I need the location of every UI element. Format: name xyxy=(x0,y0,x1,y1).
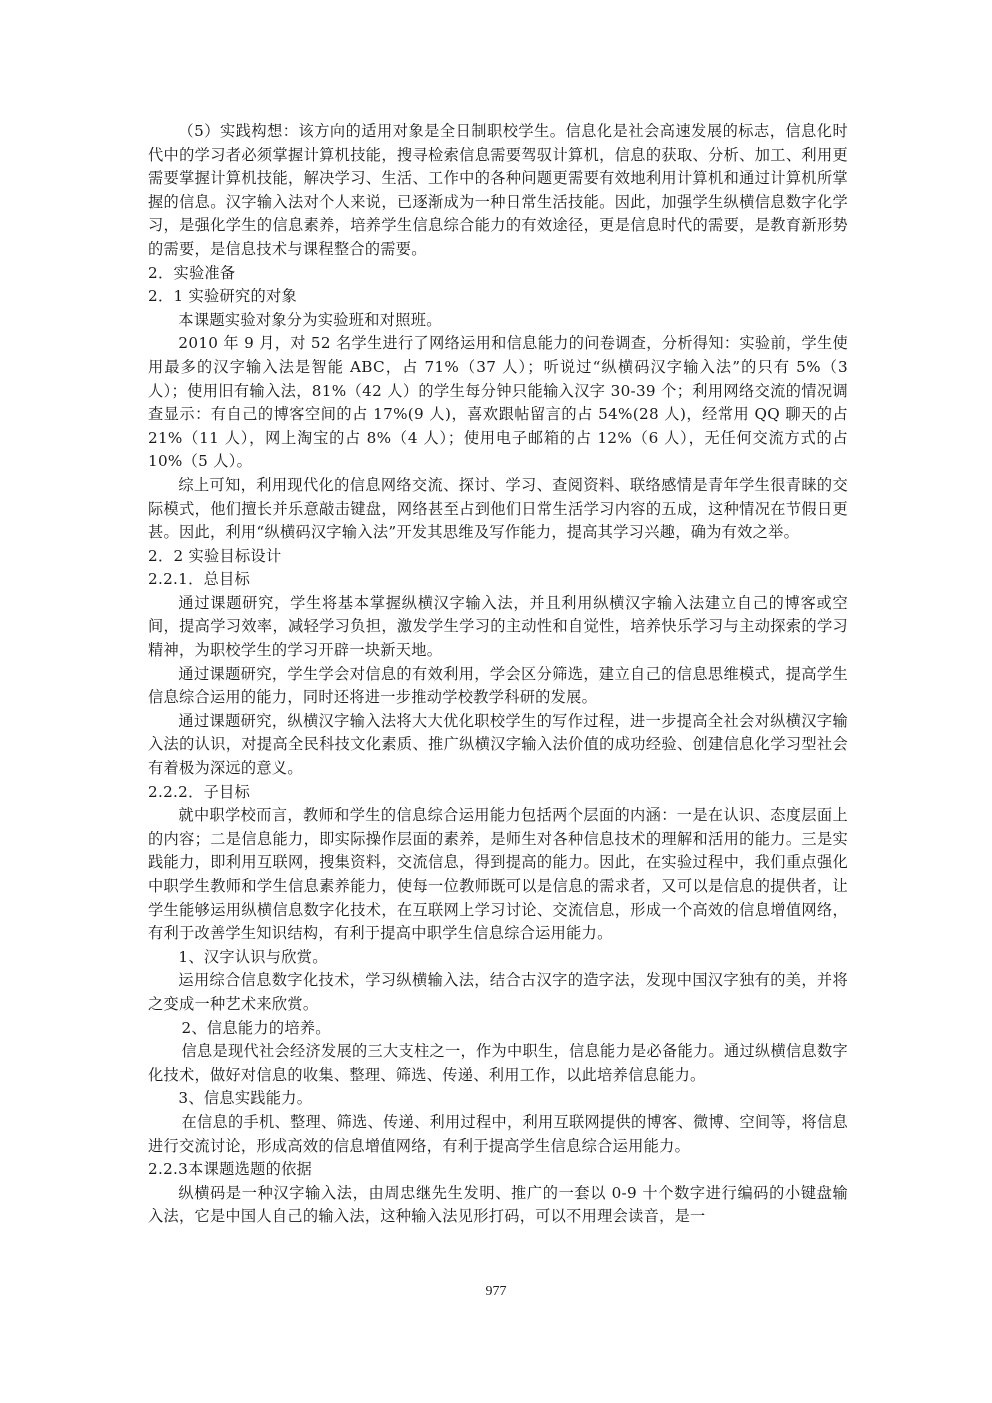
paragraph: 2010 年 9 月，对 52 名学生进行了网络运用和信息能力的问卷调查，分析得知：实验前，学生使用最多的汉字输入法是智能 ABC，占 71%（37 人）；听说过“纵横码汉字输入法”的只有 5%（3 人）；使用旧有输入法，81%（42 人）的学生每分钟只能输入汉字 30-39 个；利用网络交流的情况调查显示：有自己的博客空间的占 17%(9 人)，喜欢跟帖留言的占 54%(28 人)，经常用 QQ 聊天的占 21%（11 人），网上淘宝的占 8%（4 人）；使用电子邮箱的占 12%（6 人），无任何交流方式的占 10%（5 人）。 xyxy=(148,334,848,471)
list-item: 3、信息实践能力。 xyxy=(178,1089,313,1108)
paragraph: 通过课题研究，纵横汉字输入法将大大优化职校学生的写作过程，进一步提高全社会对纵横汉字输入法的认识，对提高全民科技文化素质、推广纵横汉字输入法价值的成功经验、创建信息化学习型社会有着极为深远的意义。 xyxy=(148,711,848,778)
paragraph: 运用综合信息数字化技术，学习纵横输入法，结合古汉字的造字法，发现中国汉字独有的美，并将之变成一种艺术来欣赏。 xyxy=(148,971,848,1013)
paragraph: 纵横码是一种汉字输入法，由周忠继先生发明、推广的一套以 0-9 十个数字进行编码的小键盘输入法，它是中国人自己的输入法，这种输入法见形打码，可以不用理会读音，是一 xyxy=(148,1183,848,1226)
paragraph: 信息是现代社会经济发展的三大支柱之一，作为中职生，信息能力是必备能力。通过纵横信息数字化技术，做好对信息的收集、整理、筛选、传递、利用工作，以此培养信息能力。 xyxy=(148,1042,848,1084)
section-heading: 2．实验准备 xyxy=(148,263,236,282)
section-heading: 2.2.1．总目标 xyxy=(148,570,251,589)
document-body xyxy=(148,120,848,1229)
list-item: 2、信息能力的培养。 xyxy=(181,1018,331,1037)
paragraph: 通过课题研究，学生学会对信息的有效利用，学会区分筛选，建立自己的信息思维模式，提高学生信息综合运用的能力，同时还将进一步推动学校教学科研的发展。 xyxy=(148,664,848,707)
paragraph: 综上可知，利用现代化的信息网络交流、探讨、学习、查阅资料、联络感情是青年学生很青睐的交际模式，他们擅长并乐意敲击键盘，网络甚至占到他们日常生活学习内容的五成，这种情况在节假日更甚。因此，利用“纵横码汉字输入法”开发其思维及写作能力，提高其学习兴趣，确为有效之举。 xyxy=(148,475,848,542)
page-number: 977 xyxy=(485,1284,507,1299)
section-heading: 2．2 实验目标设计 xyxy=(148,546,282,565)
section-heading: 2.2.2．子目标 xyxy=(148,782,251,801)
paragraph: （5）实践构想：该方向的适用对象是全日制职校学生。信息化是社会高速发展的标志，信息化时代中的学习者必须掌握计算机技能，搜寻检索信息需要驾驭计算机，信息的获取、分析、加工、利用更需要掌握计算机技能，解决学习、生活、工作中的各种问题更需要有效地利用计算机和通过计算机所掌握的信息。汉字输入法对个人来说，已逐渐成为一种日常生活技能。因此，加强学生纵横信息数字化学习，是强化学生的信息素养，培养学生信息综合能力的有效途径，更是信息时代的需要，是教育新形势的需要，是信息技术与课程整合的需要。 xyxy=(148,122,848,258)
section-heading: 2．1 实验研究的对象 xyxy=(148,287,297,306)
list-item: 1、汉字认识与欣赏。 xyxy=(178,947,328,966)
paragraph: 在信息的手机、整理、筛选、传递、利用过程中，利用互联网提供的博客、微博、空间等，将信息进行交流讨论，形成高效的信息增值网络，有利于提高学生信息综合运用能力。 xyxy=(148,1112,848,1155)
paragraph: 就中职学校而言，教师和学生的信息综合运用能力包括两个层面的内涵：一是在认识、态度层面上的内容；二是信息能力，即实际操作层面的素养，是师生对各种信息技术的理解和活用的能力。三是实践能力，即利用互联网，搜集资料，交流信息，得到提高的能力。因此，在实验过程中，我们重点强化中职学生教师和学生信息素养能力，使每一位教师既可以是信息的需求者，又可以是信息的提供者，让学生能够运用纵横信息数字化技术，在互联网上学习讨论、交流信息，形成一个高效的信息增值网络，有利于改善学生知识结构，有利于提高中职学生信息综合运用能力。 xyxy=(148,806,848,943)
paragraph: 通过课题研究，学生将基本掌握纵横汉字输入法，并且利用纵横汉字输入法建立自己的博客或空间，提高学习效率，减轻学习负担，激发学生学习的主动性和自觉性，培养快乐学习与主动探索的学习精神，为职校学生的学习开辟一块新天地。 xyxy=(148,593,848,660)
section-heading: 2.2.3本课题选题的依据 xyxy=(148,1160,313,1179)
paragraph: 本课题实验对象分为实验班和对照班。 xyxy=(178,310,442,329)
